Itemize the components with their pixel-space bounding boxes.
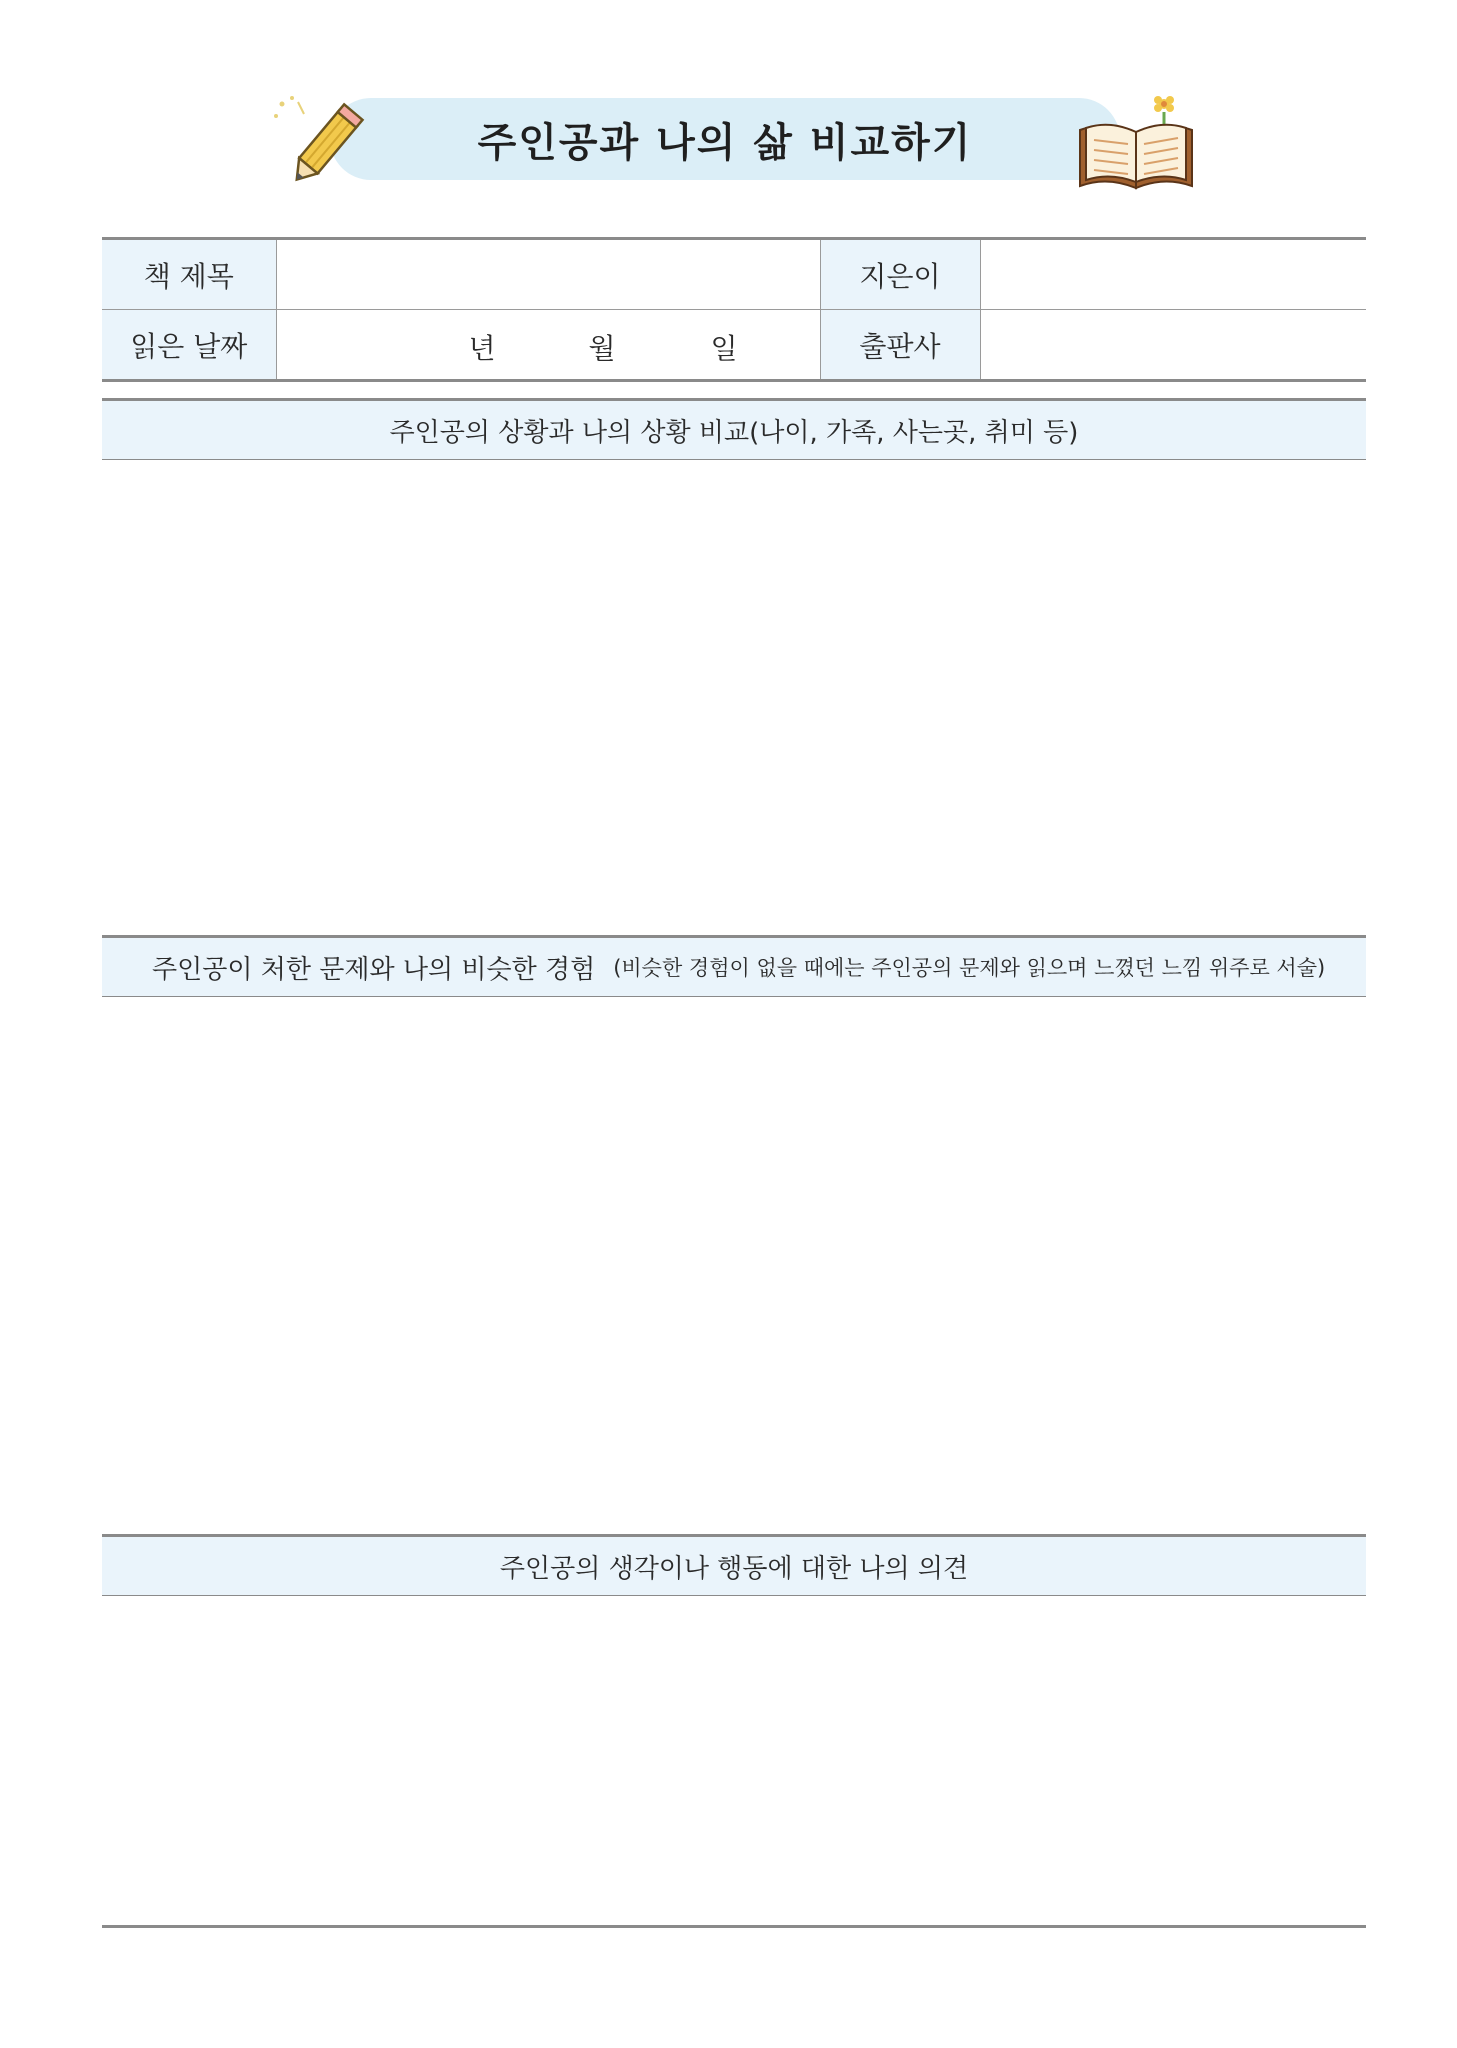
publisher-field[interactable]: [980, 310, 1366, 381]
book-title-field[interactable]: [276, 239, 820, 310]
opinion-heading-text: 주인공의 생각이나 행동에 대한 나의 의견: [499, 1553, 969, 1584]
month-unit: 월: [588, 332, 616, 365]
bottom-divider: [102, 1925, 1366, 1928]
experience-section-heading: [102, 935, 1366, 997]
experience-heading-note: (비슷한 경험이 없을 때에는 주인공의 문제와 읽으며 느꼈던 느낌 위주로 서술): [613, 956, 1326, 980]
year-unit: 년: [468, 332, 496, 365]
page-title: 주인공과 나의 삶 비교하기: [477, 119, 973, 166]
author-label: 지은이: [820, 239, 980, 310]
open-book-icon: [1072, 90, 1202, 200]
read-date-label: 읽은 날짜: [102, 310, 276, 381]
day-unit: 일: [710, 332, 738, 365]
situation-writing-area[interactable]: [102, 461, 1366, 935]
opinion-section-heading: [102, 1534, 1366, 1596]
book-info-table: [102, 237, 1366, 382]
opinion-writing-area[interactable]: [102, 1597, 1366, 1923]
author-field[interactable]: [980, 239, 1366, 310]
situation-section-heading: [102, 398, 1366, 460]
read-date-field[interactable]: [276, 310, 820, 381]
experience-heading-text: 주인공이 처한 문제와 나의 비슷한 경험: [152, 954, 596, 985]
pencil-icon: [268, 92, 388, 192]
info-row-title: [102, 239, 1366, 310]
info-row-date: [102, 310, 1366, 381]
book-title-label: 책 제목: [102, 239, 276, 310]
publisher-label: 출판사: [820, 310, 980, 381]
situation-heading-text: 주인공의 상황과 나의 상황 비교(나이, 가족, 사는곳, 취미 등): [389, 417, 1079, 448]
experience-writing-area[interactable]: [102, 998, 1366, 1534]
